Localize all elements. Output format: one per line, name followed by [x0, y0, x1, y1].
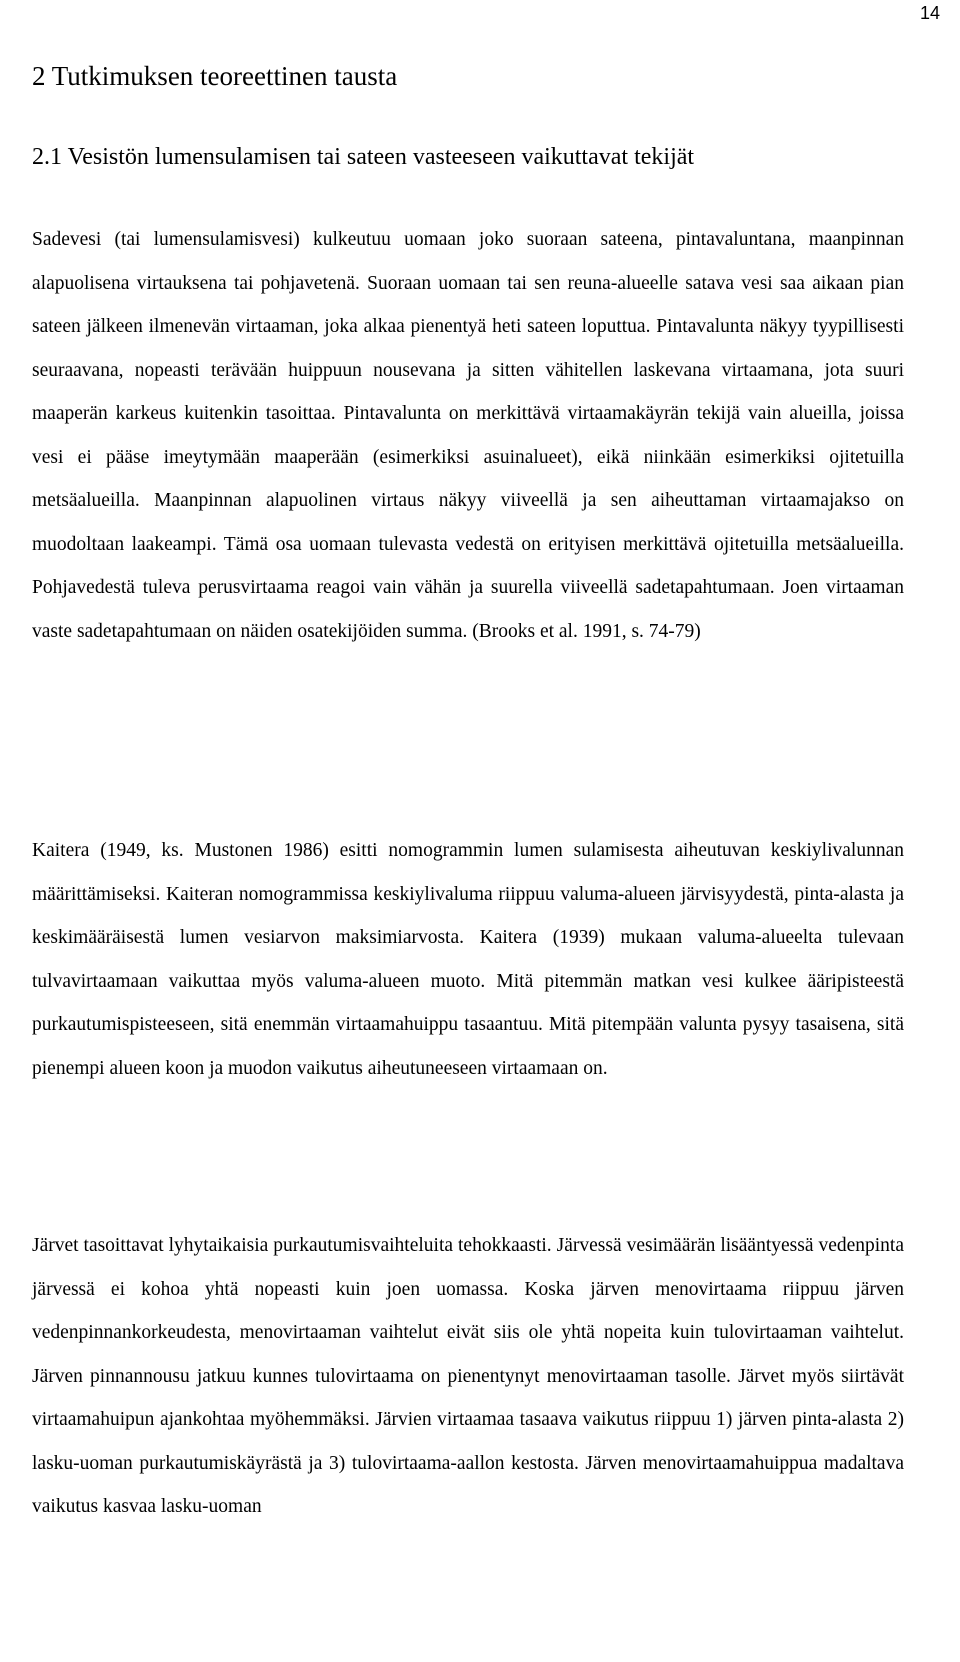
page-number: 14 — [919, 3, 940, 23]
section-heading: 2.1 Vesistön lumensulamisen tai sateen vasteeseen vaikuttavat tekijät — [32, 144, 695, 170]
body-paragraph-kaitera-nomogram: Kaitera (1949, ks. Mustonen 1986) esitti nomogrammin lumen sulamisesta aiheutuvan keskiylivalunnan määrittämiseksi. Kaiteran nomogrammissa keskiylivaluma riippuu valuma-alueen järvisyydestä, pinta-alasta ja keskimääräisestä lumen vesiarvon maksimiarvosta. Kaitera (1939) mukaan valuma-alueelta tulevaan tulvavirtaamaan vaikuttaa myös valuma-alueen muoto. Mitä pitemmän matkan vesi kulkee ääripisteestä purkautumispisteeseen, sitä enemmän virtaamahuippu tasaantuu. Mitä pitempään valunta pysyy tasaisena, sitä pienempi alueen koon ja muodon vaikutus aiheutuneeseen virtaamaan on. — [32, 840, 904, 1079]
chapter-heading: 2 Tutkimuksen teoreettinen tausta — [32, 61, 398, 91]
body-paragraph-lake-effects: Järvet tasoittavat lyhytaikaisia purkautumisvaihteluita tehokkaasti. Järvessä vesimäärän lisääntyessä vedenpinta järvessä ei kohoa yhtä nopeasti kuin joen uomassa. Koska järven menovirtaama riippuu järven vedenpinnankorkeudesta, menovirtaaman vaihtelut eivät siis ole yhtä nopeita kuin tulovirtaaman vaihtelut. Järven pinnannousu jatkuu kunnes tulovirtaama on pienentynyt menovirtaaman tasolle. Järvet myös siirtävät virtaamahuipun ajankohtaa myöhemmäksi. Järvien virtaamaa tasaava vaikutus riippuu 1) järven pinta-alasta 2) lasku-uoman purkautumiskäyrästä ja 3) tulovirtaama-aallon kestosta. Järven menovirtaamahuippua madaltava vaikutus kasvaa lasku-uoman — [32, 1235, 904, 1517]
body-paragraph-runoff-components: Sadevesi (tai lumensulamisvesi) kulkeutuu uomaan joko suoraan sateena, pintavaluntana, maanpinnan alapuolisena virtauksena tai pohjavetenä. Suoraan uomaan tai sen reuna-alueelle satava vesi saa aikaan pian sateen jälkeen ilmenevän virtaaman, joka alkaa pienentyä heti sateen loputtua. Pintavalunta näkyy tyypillisesti seuraavana, nopeasti terävään huippuun nousevana ja sitten vähitellen laskevana virtaamana, jota suuri maaperän karkeus kuitenkin tasoittaa. Pintavalunta on merkittävä virtaamakäyrän tekijä vain alueilla, joissa vesi ei pääse imeytymään maaperään (esimerkiksi asuinalueet), eikä niinkään esimerkiksi ojitetuilla metsäalueilla. Maanpinnan alapuolinen virtaus näkyy viiveellä ja sen aiheuttaman virtaamajakso on muodoltaan laakeampi. Tämä osa uomaan tulevasta vedestä on erityisen merkittävä ojitetuilla metsäalueilla. Pohjavedestä tuleva perusvirtaama reagoi vain vähän ja suurella viiveellä sadetapahtumaan. Joen virtaaman vaste sadetapahtumaan on näiden osatekijöiden summa. (Brooks et al. 1991, s. 74-79) — [32, 229, 904, 642]
